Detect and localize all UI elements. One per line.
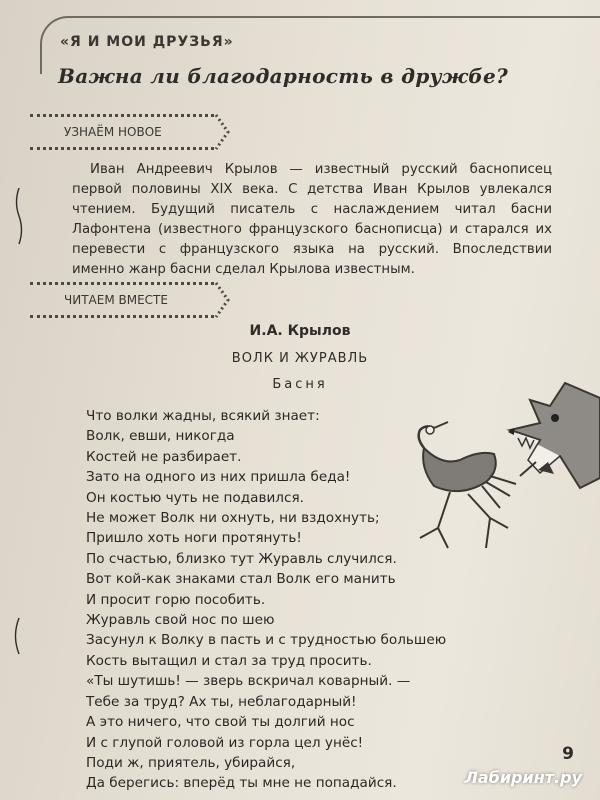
- poem-line: Да берегись: вперёд ты мне не попадайся.: [86, 775, 397, 792]
- crane-icon: [419, 422, 536, 548]
- poem-line: Зато на одного из них пришла беда!: [86, 469, 351, 486]
- poem-line: Что волки жадны, всякий знает:: [86, 408, 320, 424]
- poem-line: Он костью чуть не подавился.: [86, 489, 304, 506]
- poem-line: Засунул к Волку в пасть и с трудностью большею: [86, 632, 447, 649]
- intro-paragraph: Иван Андреевич Крылов — известный русский баснописец первой половины XIX века. С детства Иван Крылов увлекался чтением. Будущий писатель с наслаждением читал басни Лафонтена (известного французского баснописца) и старался их перевести с французского языка на русский. Впоследствии именно жанр басни сделал Крылова известным.: [72, 162, 552, 277]
- poem-line: Кость вытащил и стал за труд просить.: [86, 652, 372, 669]
- poem-line: Не может Волк ни охнуть, ни вздохнуть;: [86, 510, 380, 527]
- page-number: 9: [562, 744, 574, 764]
- lesson-question: Важна ли благодарность в дружбе?: [58, 64, 509, 88]
- poem-line: Поди ж, приятель, убирайся,: [86, 754, 296, 771]
- poem-line: Пришло хоть ноги протянуть!: [86, 530, 302, 547]
- read-together-label: ЧИТАЕМ ВМЕСТЕ: [64, 293, 168, 307]
- watermark: Лабиринт.ру: [464, 768, 582, 787]
- poem-line: Вот кой-как знаками стал Волк его манить: [86, 571, 396, 588]
- learn-new-label: УЗНАЁМ НОВОЕ: [64, 125, 162, 139]
- poem-line: И просит горю пособить.: [86, 591, 266, 608]
- poem-line: Волк, евши, никогда: [86, 428, 235, 445]
- poem-line: И с глупой головой из горла цел унёс!: [86, 734, 364, 751]
- poem-line: Костей не разбирает.: [86, 448, 242, 465]
- binding-stitch-icon: [12, 188, 26, 748]
- fable-genre: Басня: [272, 377, 328, 392]
- section-title: «Я И МОИ ДРУЗЬЯ»: [60, 34, 234, 50]
- wolf-icon: [508, 383, 600, 488]
- fable-title: ВОЛК И ЖУРАВЛЬ: [231, 351, 369, 366]
- poem-line: «Ты шутишь! — зверь вскричал коварный. —: [86, 673, 411, 690]
- poem-line: По счастью, близко тут Журавль случился.: [86, 550, 397, 567]
- wolf-and-crane-illustration: [390, 378, 600, 598]
- learn-new-ribbon: [30, 114, 214, 150]
- poem-line: Журавль свой нос по шею: [86, 612, 275, 629]
- fable-author: И.А. Крылов: [249, 323, 351, 339]
- poem-line: Тебе за труд? Ах ты, неблагодарный!: [86, 693, 357, 710]
- ribbon-arrow-icon: [214, 282, 230, 318]
- ribbon-arrow-icon: [214, 114, 230, 150]
- poem-line: А это ничего, что свой ты долгий нос: [86, 714, 355, 731]
- read-together-ribbon: [30, 282, 214, 318]
